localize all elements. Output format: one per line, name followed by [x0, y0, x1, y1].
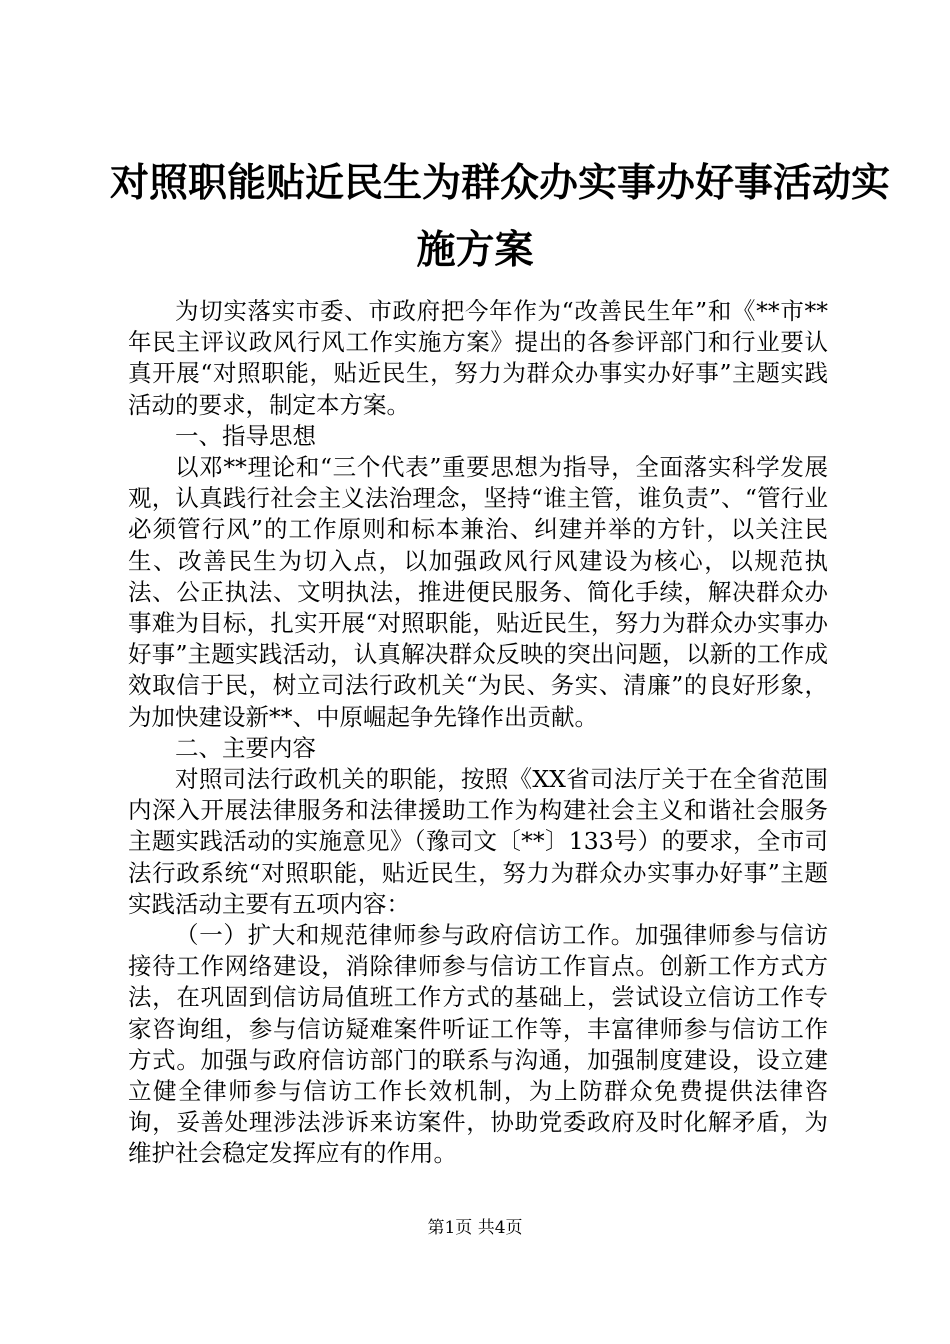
- document-title-line-1: 对照职能贴近民生为群众办实事办好事活动实: [110, 160, 891, 206]
- document-body: [128, 296, 828, 1170]
- section-heading-guiding-thought: 一、指导思想: [175, 421, 316, 450]
- item-one-paragraph: （一）扩大和规范律师参与政府信访工作。加强律师参与信访接待工作网络建设，消除律师参与信访工作盲点。创新工作方式方法，在巩固到信访局值班工作方式的基础上，尝试设立信访工作专家咨询组，参与信访疑难案件听证工作等，丰富律师参与信访工作方式。加强与政府信访部门的联系与沟通，加强制度建设，设立建立健全律师参与信访工作长效机制，为上防群众免费提供法律咨询，妥善处理涉法涉诉来访案件，协助党委政府及时化解矛盾，为维护社会稳定发挥应有的作用。: [128, 921, 828, 1168]
- main-content-paragraph: 对照司法行政机关的职能，按照《XX省司法厅关于在全省范围内深入开展法律服务和法律援助工作为构建社会主义和谐社会服务主题实践活动的实施意见》（豫司文〔**〕133号）的要求，全市司法行政系统“对照职能，贴近民生，努力为群众办实事办好事”主题实践活动主要有五项内容：: [128, 765, 828, 918]
- guiding-thought-paragraph: 以邓**理论和“三个代表”重要思想为指导，全面落实科学发展观，认真践行社会主义法治理念，坚持“谁主管，谁负责”、“管行业必须管行风”的工作原则和标本兼治、纠建并举的方针，以关注民生、改善民生为切入点，以加强政风行风建设为核心，以规范执法、公正执法、文明执法，推进便民服务、简化手续，解决群众办事难为目标，扎实开展“对照职能，贴近民生，努力为群众办实事办好事”主题实践活动，认真解决群众反映的突出问题，以新的工作成效取信于民，树立司法行政机关“为民、务实、清廉”的良好形象，为加快建设新**、中原崛起争先锋作出贡献。: [128, 453, 828, 731]
- document-title-line-2: 施方案: [416, 227, 534, 273]
- page-number-footer: 第1页 共4页: [427, 1218, 523, 1238]
- intro-paragraph: 为切实落实市委、市政府把今年作为“改善民生年”和《**市**年民主评议政风行风工作实施方案》提出的各参评部门和行业要认真开展“对照职能，贴近民生，努力为群众办事实办好事”主题实践活动的要求，制定本方案。: [128, 297, 828, 419]
- section-heading-main-content: 二、主要内容: [175, 733, 316, 762]
